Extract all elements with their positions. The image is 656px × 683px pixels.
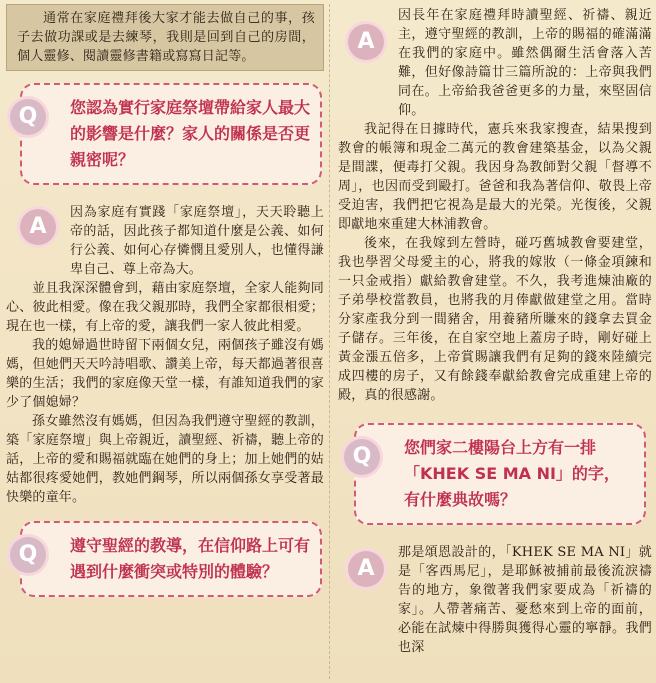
answer-badge: A — [348, 551, 384, 587]
answer-badge: A — [20, 209, 56, 245]
question-badge: Q — [10, 99, 46, 135]
intro-text: 通常在家庭禮拜後大家才能去做自己的事，孩子去做功課或是去練琴，我則是回到自己的房間，個人靈修、閱讀靈修書籍或寫寫日記等。 — [17, 11, 315, 64]
question-box-1 — [20, 83, 322, 185]
column-divider — [329, 4, 332, 679]
question-box-3 — [354, 423, 646, 525]
answer-2-lead: 因長年在家庭禮拜時讀聖經、祈禱、親近主，遵守聖經的教訓，上帝的賜福的確滿滿在我們的家庭中。雖然偶爾生活會落入苦難，但好像詩篇廿三篇所說的：上帝與我們同在。上帝給我爸爸更多的力量，來堅固信仰。 — [398, 8, 652, 118]
question-3: 您們家二樓陽台上方有一排「KHEK SE MA NI」的字，有什麼典故嗎？ — [404, 438, 620, 509]
answer-1-para-2: 並且我深深體會到，藉由家庭祭壇，全家人能夠同心、彼此相愛。像在我父親那時，我們全家都很相愛；現在也一樣，有上帝的愛，讓我們一家人彼此相愛。 — [6, 281, 324, 334]
answer-block-2 — [338, 6, 652, 405]
answer-1-para-4: 孫女雖然沒有媽媽，但因為我們遵守聖經的教訓，築「家庭祭壇」與上帝親近，讀聖經、祈禱，聽上帝的話，上帝的愛和賜福就臨在她們的身上；加上她們的姑姑都很疼愛她們，教她們鋼琴，所以兩個孫女享受著最快樂的童年。 — [6, 414, 324, 505]
answer-2-para-2: 我記得在日據時代，憲兵來我家搜查，結果搜到教會的帳簿和現金二萬元的教會建築基金，以為父親是間諜，便毒打父親。我因身為教師對父親「督導不周」，也因而受到毆打。爸爸和我為著信仰、敬畏上帝受迫害，我們把它視為是最大的光榮。光復後，父親即獻地來重建大林浦教會。 — [338, 122, 652, 232]
answer-block-1 — [6, 203, 324, 507]
answer-1-para-3: 我的媳婦過世時留下兩個女兒，兩個孩子雖沒有媽媽，但她們天天吟詩唱歌、讚美上帝，每天都過著很喜樂的生活；我們的家庭像天堂一樣，有誰知道我們的家少了個媳婦？ — [6, 338, 324, 410]
answer-1-lead: 因為家庭有實踐「家庭祭壇」，天天聆聽上帝的話，因此孩子都知道什麼是公義、如何行公義、如何心存憐憫且愛別人，也懂得謙卑自己、尊上帝為大。 — [70, 205, 324, 277]
right-column — [338, 0, 652, 657]
answer-badge: A — [348, 24, 384, 60]
question-2: 遵守聖經的教導，在信仰路上可有遇到什麼衝突或特別的體驗？ — [70, 536, 311, 581]
left-column — [6, 0, 324, 597]
answer-block-3 — [338, 543, 652, 657]
answer-3-lead: 那是頌恩設計的，「KHEK SE MA NI」就是「客西馬尼」，是耶穌被捕前最後流淚禱告的地方，象徵著我們家要成為「祈禱的家」。人帶著痛苦、憂愁來到上帝的面前，必能在試煉中得勝與獲得心靈的寧靜。我們也深 — [398, 545, 652, 655]
question-box-2 — [20, 521, 322, 597]
intro-box — [6, 4, 324, 71]
answer-2-para-3: 後來，在我嫁到左營時，碰巧舊城教會要建堂，我也學習父母愛主的心，將我的嫁妝（一條金項鍊和一只金戒指）獻給教會建堂。不久，我考進煉油廠的子弟學校當教員，也將我的月俸獻做建堂之用。當時分家產我分到一間豬舍，用養豬所賺來的錢拿去買金子儲存。三年後，在自家空地上蓋房子時，剛好碰上黃金漲五倍多，上帝賞賜讓我們有足夠的錢來陸續完成四樓的房子，又有餘錢奉獻給教會完成重建上帝的殿，真的很感謝。 — [338, 236, 652, 403]
question-1: 您認為實行家庭祭壇帶給家人最大的影響是什麼？家人的關係是否更親密呢？ — [70, 98, 311, 169]
question-badge: Q — [344, 439, 380, 475]
question-badge: Q — [10, 537, 46, 573]
